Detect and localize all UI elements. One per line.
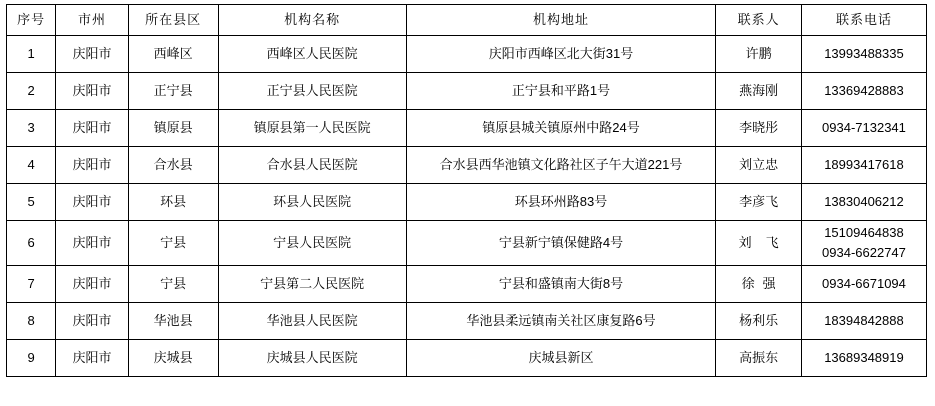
cell-contact: 燕海刚 xyxy=(716,73,801,110)
cell-contact: 高振东 xyxy=(716,340,801,377)
cell-org: 宁县人民医院 xyxy=(218,221,406,266)
cell-district: 西峰区 xyxy=(128,36,218,73)
table-header xyxy=(7,5,927,36)
cell-tel: 18394842888 xyxy=(801,303,926,340)
cell-tel-secondary: 0934-6622747 xyxy=(822,245,906,261)
cell-address: 庆阳市西峰区北大街31号 xyxy=(406,36,716,73)
cell-contact: 刘立忠 xyxy=(716,147,801,184)
cell-address: 宁县新宁镇保健路4号 xyxy=(406,221,716,266)
cell-tel-stack xyxy=(805,223,923,263)
cell-index: 5 xyxy=(7,184,56,221)
header-cell-city: 市州 xyxy=(56,5,129,36)
cell-address: 庆城县新区 xyxy=(406,340,716,377)
cell-tel: 0934-6671094 xyxy=(801,266,926,303)
table-row xyxy=(7,110,927,147)
table-row xyxy=(7,266,927,303)
header-row xyxy=(7,5,927,36)
table-row xyxy=(7,303,927,340)
cell-city: 庆阳市 xyxy=(56,221,129,266)
cell-address: 宁县和盛镇南大街8号 xyxy=(406,266,716,303)
cell-address: 正宁县和平路1号 xyxy=(406,73,716,110)
header-cell-org: 机构名称 xyxy=(218,5,406,36)
header-cell-index: 序号 xyxy=(7,5,56,36)
cell-tel: 13369428883 xyxy=(801,73,926,110)
cell-city: 庆阳市 xyxy=(56,184,129,221)
cell-org: 合水县人民医院 xyxy=(218,147,406,184)
cell-district: 镇原县 xyxy=(128,110,218,147)
cell-index: 7 xyxy=(7,266,56,303)
header-cell-contact: 联系人 xyxy=(716,5,801,36)
table-row xyxy=(7,340,927,377)
cell-tel xyxy=(801,221,926,266)
cell-tel: 13689348919 xyxy=(801,340,926,377)
cell-district: 环县 xyxy=(128,184,218,221)
cell-contact: 杨利乐 xyxy=(716,303,801,340)
cell-district: 宁县 xyxy=(128,266,218,303)
cell-tel: 18993417618 xyxy=(801,147,926,184)
cell-district: 宁县 xyxy=(128,221,218,266)
cell-org: 环县人民医院 xyxy=(218,184,406,221)
table-row xyxy=(7,184,927,221)
cell-contact: 李彦飞 xyxy=(716,184,801,221)
cell-city: 庆阳市 xyxy=(56,110,129,147)
cell-index: 3 xyxy=(7,110,56,147)
cell-index: 2 xyxy=(7,73,56,110)
cell-contact xyxy=(716,266,801,303)
cell-org: 宁县第二人民医院 xyxy=(218,266,406,303)
header-cell-district: 所在县区 xyxy=(128,5,218,36)
table-row xyxy=(7,73,927,110)
cell-district: 合水县 xyxy=(128,147,218,184)
cell-contact-text: 刘飞 xyxy=(738,235,793,251)
cell-district: 华池县 xyxy=(128,303,218,340)
cell-city: 庆阳市 xyxy=(56,147,129,184)
cell-tel: 13830406212 xyxy=(801,184,926,221)
cell-address: 镇原县城关镇原州中路24号 xyxy=(406,110,716,147)
table-body xyxy=(7,36,927,377)
cell-index: 4 xyxy=(7,147,56,184)
cell-city: 庆阳市 xyxy=(56,303,129,340)
table-row xyxy=(7,147,927,184)
cell-tel: 13993488335 xyxy=(801,36,926,73)
cell-district: 庆城县 xyxy=(128,340,218,377)
cell-org: 西峰区人民医院 xyxy=(218,36,406,73)
cell-org: 庆城县人民医院 xyxy=(218,340,406,377)
cell-org: 正宁县人民医院 xyxy=(218,73,406,110)
cell-contact: 许鹏 xyxy=(716,36,801,73)
institution-table xyxy=(6,4,927,377)
cell-contact-text: 徐强 xyxy=(741,276,784,292)
cell-address: 华池县柔远镇南关社区康复路6号 xyxy=(406,303,716,340)
cell-district: 正宁县 xyxy=(128,73,218,110)
table-row xyxy=(7,221,927,266)
cell-city: 庆阳市 xyxy=(56,340,129,377)
cell-tel-primary: 15109464838 xyxy=(824,225,904,240)
header-cell-tel: 联系电话 xyxy=(801,5,926,36)
cell-city: 庆阳市 xyxy=(56,36,129,73)
cell-city: 庆阳市 xyxy=(56,73,129,110)
cell-index: 8 xyxy=(7,303,56,340)
cell-index: 1 xyxy=(7,36,56,73)
cell-city: 庆阳市 xyxy=(56,266,129,303)
table-row xyxy=(7,36,927,73)
cell-index: 9 xyxy=(7,340,56,377)
cell-org: 华池县人民医院 xyxy=(218,303,406,340)
cell-contact: 李晓彤 xyxy=(716,110,801,147)
cell-index: 6 xyxy=(7,221,56,266)
cell-org: 镇原县第一人民医院 xyxy=(218,110,406,147)
cell-address: 合水县西华池镇文化路社区子午大道221号 xyxy=(406,147,716,184)
header-cell-address: 机构地址 xyxy=(406,5,716,36)
cell-contact xyxy=(716,221,801,266)
cell-tel: 0934-7132341 xyxy=(801,110,926,147)
cell-address: 环县环州路83号 xyxy=(406,184,716,221)
